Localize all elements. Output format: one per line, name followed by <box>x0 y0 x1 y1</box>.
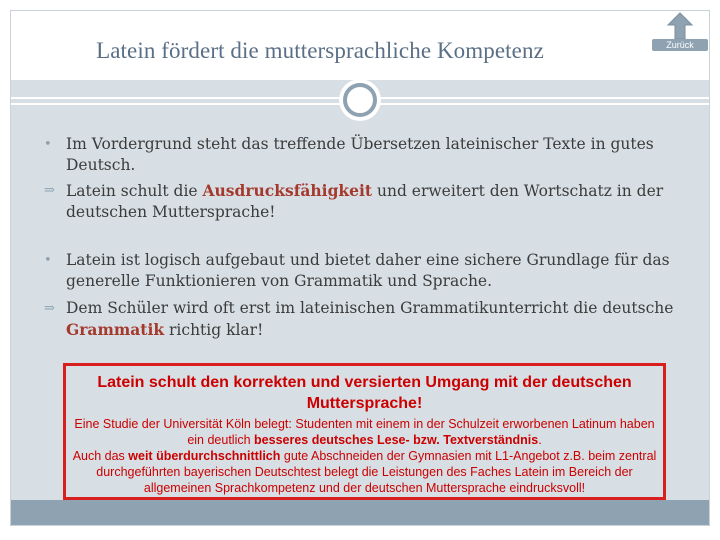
list-item: • Latein ist logisch aufgebaut und bietet daher eine sichere Grundlage für das generelle Funktionieren von Grammatik und Sprache. <box>44 251 670 290</box>
list-item: • Im Vordergrund steht das treffende Übersetzen lateinischer Texte in gutes Deutsch. <box>44 135 654 174</box>
list-item: ⇒ Dem Schüler wird oft erst im lateinischen Grammatikunterricht die deutsche Grammatik richtig klar! <box>44 299 674 339</box>
bullet-icon: • <box>44 137 52 152</box>
footer-bar <box>11 500 709 525</box>
list-item: ⇒ Latein schult die Ausdrucksfähigkeit und erweitert den Wortschatz in der deutschen Muttersprache! <box>44 181 664 221</box>
circle-ornament <box>339 79 381 121</box>
emphasis-text: Grammatik <box>66 320 165 339</box>
highlight-heading: Latein schult den korrekten und versierten Umgang mit der deutschen Muttersprache! <box>97 374 632 412</box>
back-button[interactable] <box>652 12 708 52</box>
highlight-body: Eine Studie der Universität Köln belegt: Studenten mit einem in der Schulzeit erworbenen Latinum haben ein deutlich besseres deutsches Lese- bzw. Textverständnis. Auch das weit überdurchschnittlich gute Abschneiden der Gymnasien mit L1-Angebot z.B. beim zentral durchgeführten bayerischen Deutschtest belegt die Leistungen des Faches Latein im Bereich der allgemeinen Sprachkompetenz und der deutschen Muttersprache eindrucksvoll! <box>72 417 657 495</box>
up-arrow-icon <box>667 12 693 40</box>
back-button-label: Zurück <box>652 39 708 51</box>
highlight-box <box>63 363 666 500</box>
arrow-icon: ⇒ <box>44 301 55 316</box>
bullet-icon: • <box>44 253 52 268</box>
arrow-icon: ⇒ <box>44 183 55 198</box>
slide-title: Latein fördert die muttersprachliche Kompetenz <box>96 38 544 63</box>
ring-icon <box>343 83 377 117</box>
emphasis-text: Ausdrucksfähigkeit <box>202 181 373 200</box>
